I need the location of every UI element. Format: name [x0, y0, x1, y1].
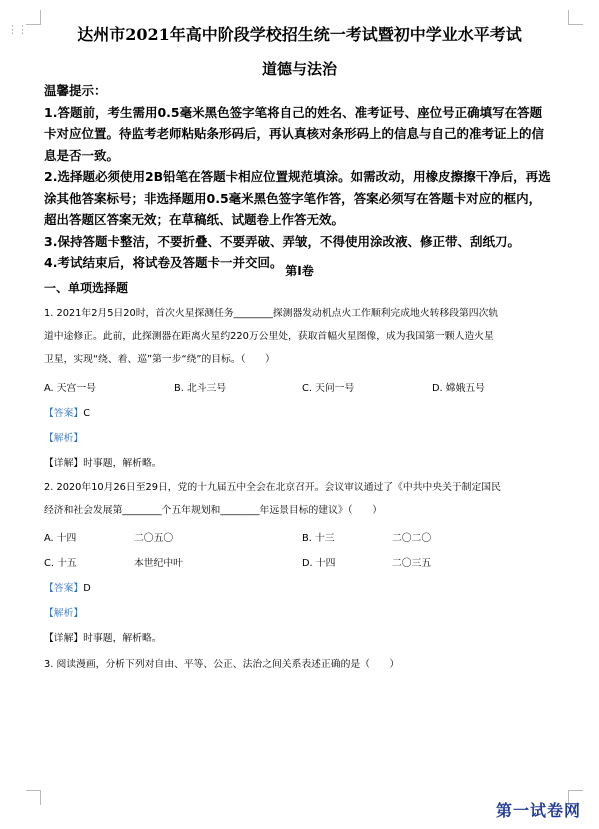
option-b: B. 十三 — [302, 533, 335, 544]
question-2 — [44, 476, 564, 522]
answer-value: C — [83, 408, 91, 419]
question-line: 2. 2020年10月26日至29日，党的十九届五中全会在北京召开。会议审议通过了《中共中央关于制定国民 — [44, 482, 501, 493]
tips-heading: 温馨提示： — [44, 83, 107, 98]
analysis-label: 【解析】 — [44, 608, 84, 619]
question-line: 道中途修正。此前，此探测器在距离火星约220万公里处，获取首幅火星图像，成为我国第一颗人造火星 — [44, 331, 494, 342]
exam-subject: 道德与法治 — [261, 60, 337, 78]
option-c: C. 天问一号 — [302, 383, 355, 394]
tips-block — [44, 80, 564, 274]
tips-line: 卡对应位置。待监考老师粘贴条形码后，再认真核对条形码上的信息与自己的准考证上的信 — [44, 126, 545, 141]
option-b: B. 北斗三号 — [174, 383, 227, 394]
option-c: C. 十五 — [44, 558, 77, 569]
option-d-value: 二〇三五 — [392, 558, 432, 569]
site-logo: 第一试卷网 — [495, 801, 581, 820]
exam-title: 达州市2021年高中阶段学校招生统一考试暨初中学业水平考试 — [77, 25, 522, 44]
option-a: A. 天宫一号 — [44, 383, 96, 394]
answer-label: 【答案】 — [44, 408, 84, 419]
answer-value: D — [83, 583, 91, 594]
question-3: 3. 阅读漫画，分析下列对自由、平等、公正、法治之间关系表述正确的是（ ） — [44, 659, 400, 670]
question-1 — [44, 302, 564, 371]
answer-label: 【答案】 — [44, 583, 84, 594]
option-d: D. 嫦娥五号 — [432, 383, 485, 394]
tips-line: 涂其他答案标号；非选择题用0.5毫米黑色签字笔作答，答案必须写在答题卡对应的框内， — [44, 190, 542, 206]
corner-mark — [26, 790, 41, 805]
section-title: 第Ⅰ卷 — [285, 264, 314, 278]
option-c-value: 本世纪中叶 — [134, 558, 183, 569]
question-line: 1. 2021年2月5日20时，首次火星探测任务________探测器发动机点火工作顺利完成地火转移段第四次轨 — [44, 308, 499, 319]
tips-line: 1.答题前，考生需用0.5毫米黑色签字笔将自己的姓名、准考证号、座位号正确填写在答题 — [44, 104, 543, 120]
tips-line: 息是否一致。 — [44, 147, 120, 163]
analysis-label: 【解析】 — [44, 433, 84, 444]
tips-line: 3.保持答题卡整洁，不要折叠、不要弄破、弄皱，不得使用涂改液、修正带、刮纸刀。 — [44, 233, 520, 249]
answer-line — [44, 580, 91, 594]
question-line: 经济和社会发展第________个五年规划和________年远景目标的建议》（ ） — [44, 505, 382, 516]
detail-line: 【详解】时事题，解析略。 — [44, 458, 162, 469]
tips-line: 4.考试结束后，将试卷及答题卡一并交回。 — [44, 255, 283, 270]
detail-line: 【详解】时事题，解析略。 — [44, 633, 162, 644]
question-line: 卫星，实现“绕、着、巡”第一步“绕”的目标。（ ） — [44, 354, 275, 365]
drag-handle-icon[interactable]: ⋮⋮ — [7, 23, 27, 36]
tips-line: 2.选择题必须使用2B铅笔在答题卡相应位置规范填涂。如需改动，用橡皮擦擦干净后，再选 — [44, 169, 551, 184]
option-b-value: 二〇二〇 — [392, 533, 432, 544]
option-a-value: 二〇五〇 — [134, 533, 174, 544]
section-subtitle: 一、单项选择题 — [44, 281, 129, 295]
option-a: A. 十四 — [44, 533, 77, 544]
option-d: D. 十四 — [302, 558, 336, 569]
answer-line — [44, 405, 90, 419]
tips-line: 超出答题区答案无效；在草稿纸、试题卷上作答无效。 — [44, 212, 345, 227]
